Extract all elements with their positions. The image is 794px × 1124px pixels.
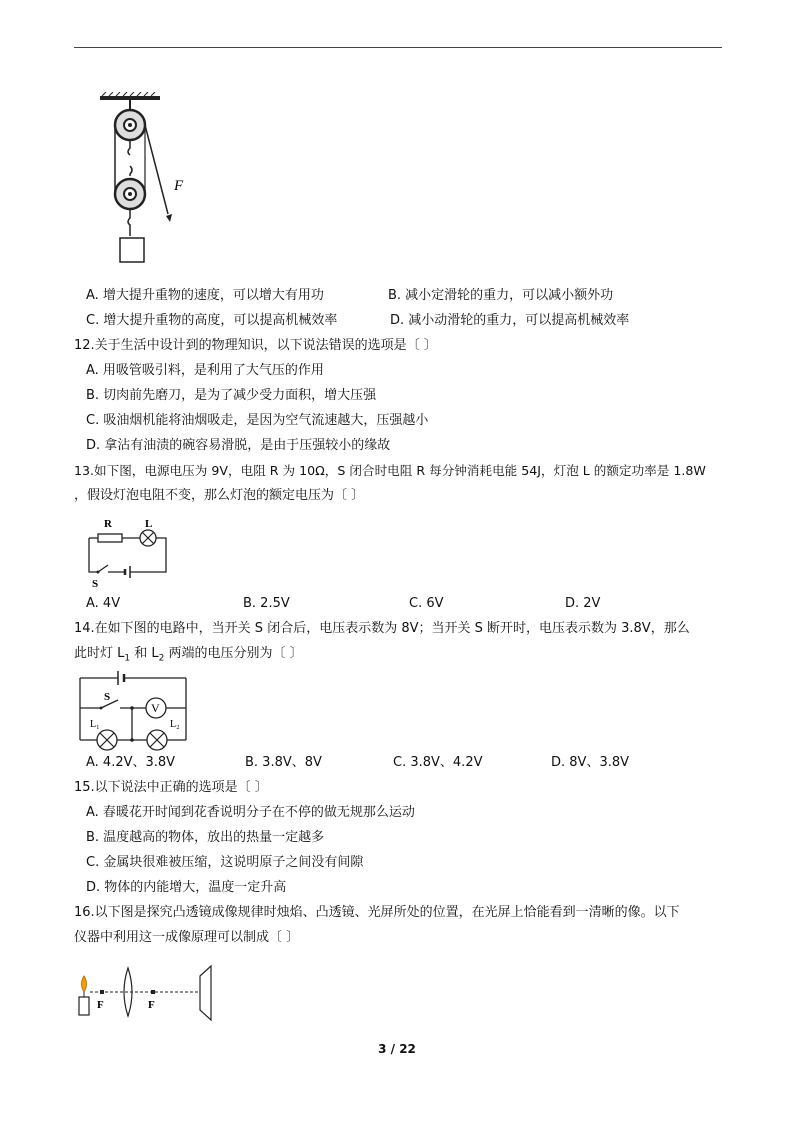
l2-label: L₂	[170, 719, 180, 730]
q16-stem-line2: 仪器中利用这一成像原理可以制成〔 〕	[74, 930, 300, 945]
q14-option-b[interactable]: B. 3.8V、8V	[245, 755, 322, 770]
q15-option-d[interactable]: D. 物体的内能增大，温度一定升高	[86, 880, 287, 895]
q14-option-c[interactable]: C. 3.8V、4.2V	[393, 755, 483, 770]
force-label: F	[174, 178, 184, 194]
s-label: S	[104, 691, 111, 703]
q12-option-c[interactable]: C. 吸油烟机能将油烟吸走，是因为空气流速越大，压强越小	[86, 413, 429, 428]
q11-option-b[interactable]: B. 减小定滑轮的重力，可以减小额外功	[388, 288, 614, 303]
q14-stem-line1: 14.在如下图的电路中，当开关 S 闭合后，电压表示数为 8V；当开关 S 断开时，电压表示数为 3.8V，那么	[74, 621, 690, 636]
q13-stem-line1: 13.如下图，电源电压为 9V，电阻 R 为 10Ω，S 闭合时电阻 R 每分钟消耗电能 54J，灯泡 L 的额定功率是 1.8W	[74, 463, 706, 478]
l1-label: L₁	[90, 719, 100, 730]
q13-stem-line2: ，假设灯泡电阻不变，那么灯泡的额定电压为〔 〕	[74, 488, 365, 503]
q13-option-a[interactable]: A. 4V	[86, 596, 121, 611]
q15-option-a[interactable]: A. 春暖花开时闻到花香说明分子在不停的做无规那么运动	[86, 805, 415, 820]
lens-figure	[74, 964, 224, 1024]
q13-circuit-figure	[82, 516, 174, 588]
q13-option-d[interactable]: D. 2V	[565, 596, 601, 611]
q12-option-b[interactable]: B. 切肉前先磨刀，是为了减少受力面积，增大压强	[86, 388, 377, 403]
l-label: L	[145, 518, 153, 530]
q14-circuit-figure	[76, 668, 190, 752]
q14-stem-line2: 此时灯 $L_1$ 和 $L_2$ 两端的电压分别为〔 〕	[74, 646, 303, 664]
q14-option-d[interactable]: D. 8V、3.8V	[551, 755, 630, 770]
q15-option-b[interactable]: B. 温度越高的物体，放出的热量一定越多	[86, 830, 325, 845]
pulley-figure	[96, 92, 196, 267]
focal-point-label-right: F	[148, 999, 155, 1011]
q11-option-d[interactable]: D. 减小动滑轮的重力，可以提高机械效率	[390, 313, 630, 328]
q12-stem: 12.关于生活中设计到的物理知识，以下说法错误的选项是〔 〕	[74, 338, 437, 353]
q12-option-d[interactable]: D. 拿沾有油渍的碗容易滑脱，是由于压强较小的缘故	[86, 438, 391, 453]
focal-point-label-left: F	[97, 999, 104, 1011]
q15-option-c[interactable]: C. 金属块很难被压缩，这说明原子之间没有间隙	[86, 855, 364, 870]
q13-option-b[interactable]: B. 2.5V	[243, 596, 290, 611]
page-number: 3 / 22	[378, 1042, 416, 1056]
q12-option-a[interactable]: A. 用吸管吸引料，是利用了大气压的作用	[86, 363, 324, 378]
s-label: S	[92, 578, 99, 588]
q16-stem-line1: 16.以下图是探究凸透镜成像规律时烛焰、凸透镜、光屏所处的位置，在光屏上恰能看到一清晰的像。以下	[74, 905, 680, 920]
q14-option-a[interactable]: A. 4.2V、3.8V	[86, 755, 176, 770]
header-rule	[74, 47, 722, 48]
q11-option-c[interactable]: C. 增大提升重物的高度，可以提高机械效率	[86, 313, 338, 328]
v-label: V	[151, 701, 160, 715]
q15-stem: 15.以下说法中正确的选项是〔 〕	[74, 780, 268, 795]
r-label: R	[104, 518, 112, 530]
q13-option-c[interactable]: C. 6V	[409, 596, 444, 611]
q11-option-a[interactable]: A. 增大提升重物的速度，可以增大有用功	[86, 288, 324, 303]
